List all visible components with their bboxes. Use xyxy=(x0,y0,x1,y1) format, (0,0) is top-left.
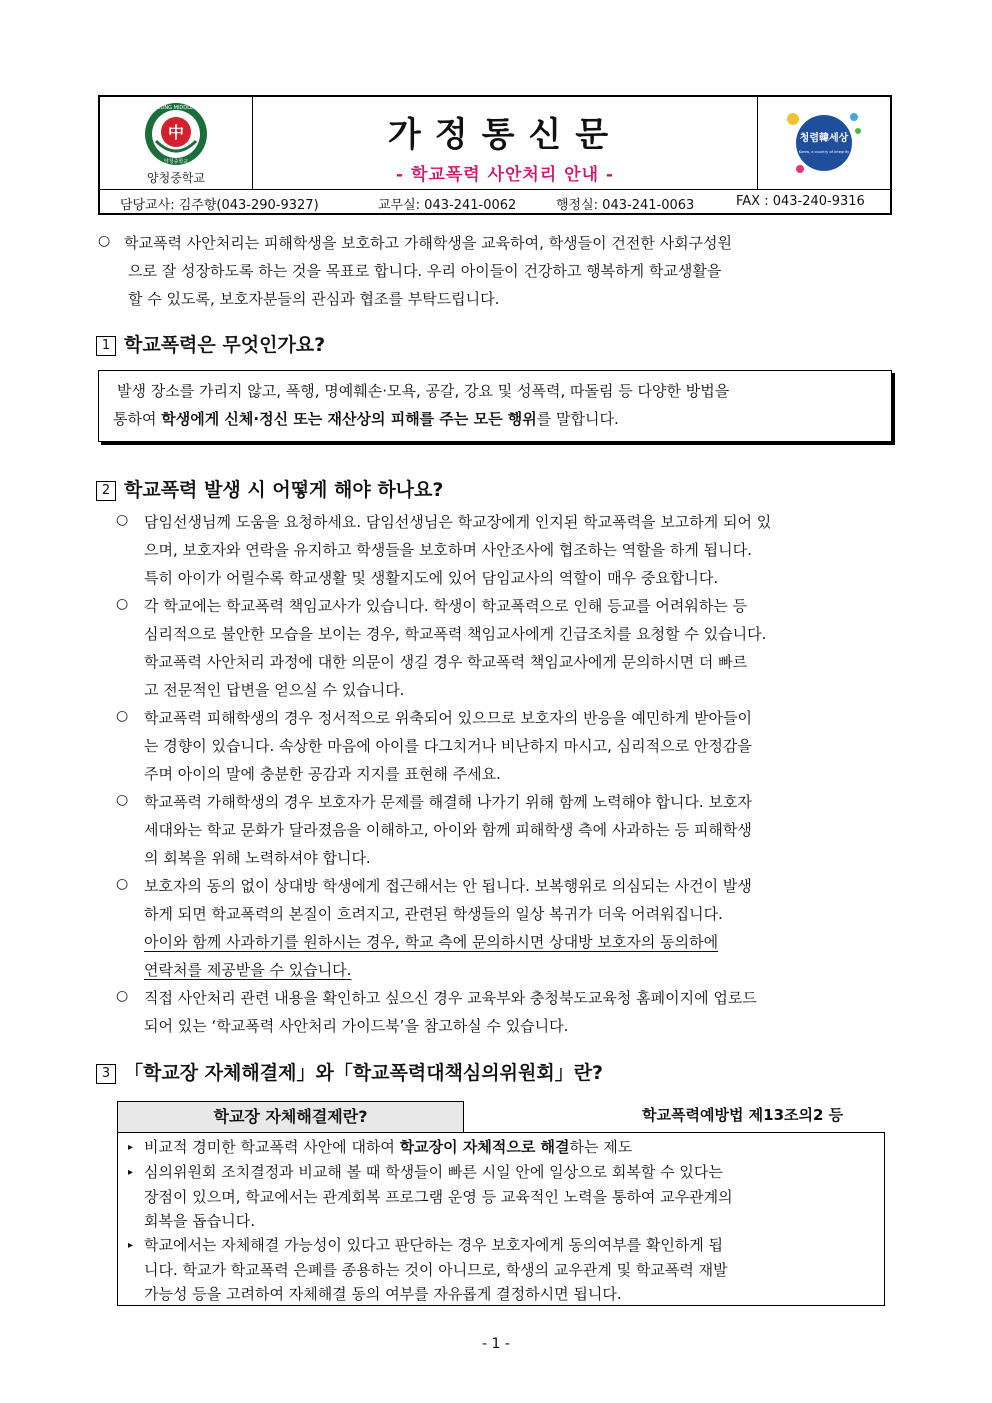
info-text: 학교에서는 자체해결 가능성이 있다고 판단하는 경우 보호자에게 동의여부를 확인하게 됩 xyxy=(144,1236,724,1254)
item-line: 각 학교에는 학교폭력 책임교사가 있습니다. 학생이 학교폭력으로 인해 등교를 어려워하는 등 xyxy=(144,597,748,615)
page-title: 가정통신문 xyxy=(387,115,623,155)
item-bullet: ○ xyxy=(116,708,129,724)
info-line xyxy=(128,1135,884,1160)
item-line: 하게 되면 학교폭력의 본질이 흐려지고, 관련된 학생들의 일상 복귀가 더욱 어려워집니다. xyxy=(144,905,723,923)
item-line: 의 회복을 위해 노력하셔야 합니다. xyxy=(144,849,371,867)
item-bullet: ○ xyxy=(116,988,129,1004)
info-line: 니다. 학교가 학교폭력 은폐를 종용하는 것이 아니므로, 학생의 교우관계 및 학교폭력 재발 xyxy=(144,1261,728,1279)
item-line: 으며, 보호자와 연락을 유지하고 학생들을 보호하며 사안조사에 협조하는 역할을 하게 됩니다. xyxy=(144,541,752,559)
section-number: 3 xyxy=(96,1064,116,1084)
item-line: 되어 있는 ‘학교폭력 사안처리 가이드북’을 참고하실 수 있습니다. xyxy=(144,1017,569,1035)
item-bullet: ○ xyxy=(116,512,129,528)
school-emblem-icon xyxy=(136,101,216,167)
integrity-logo-icon xyxy=(784,105,864,181)
section-title: 학교폭력은 무엇인가요? xyxy=(124,334,326,356)
admin-contact: 행정실: 043-241-0063 xyxy=(556,198,695,213)
info-line xyxy=(128,1160,884,1185)
section-number: 1 xyxy=(96,336,116,356)
intro-line: 할 수 있도록, 보호자분들의 관심과 협조를 부탁드립니다. xyxy=(128,290,500,308)
definition-line xyxy=(113,405,891,433)
item-line: 학교폭력 가해학생의 경우 보호자가 문제를 해결해 나가기 위해 함께 노력해야 합니다. 보호자 xyxy=(144,793,752,811)
item-line: 는 경향이 있습니다. 속상한 마음에 아이를 다그치거나 비난하지 마시고, 심리적으로 안정감을 xyxy=(144,737,752,755)
definition-emphasis: 학생에게 신체·정신 또는 재산상의 피해를 주는 모든 행위 xyxy=(161,410,537,428)
triangle-bullet-icon: ▸ xyxy=(128,1240,134,1251)
page-subtitle: - 학교폭력 사안처리 안내 - xyxy=(395,165,614,185)
section-number: 2 xyxy=(96,481,116,501)
section-title: 「학교장 자체해결제」와「학교폭력대책심의위원회」란? xyxy=(124,1062,604,1084)
item-line: 특히 아이가 어릴수록 학교생활 및 생활지도에 있어 담임교사의 역할이 매우 중요합니다. xyxy=(144,569,719,587)
item-line-underlined: 아이와 함께 사과하기를 원하시는 경우, 학교 측에 문의하시면 상대방 보호자의 동의하에 xyxy=(144,933,719,951)
info-line xyxy=(128,1233,884,1258)
item-line: 직접 사안처리 관련 내용을 확인하고 싶으신 경우 교육부와 충청북도교육청 홈페이지에 업로드 xyxy=(144,989,757,1007)
item-line: 주며 아이의 말에 충분한 공감과 지지를 표현해 주세요. xyxy=(144,765,501,783)
item-line: 고 전문적인 답변을 얻으실 수 있습니다. xyxy=(144,681,405,699)
item-line: 담임선생님께 도움을 요청하세요. 담임선생님은 학교장에게 인지된 학교폭력을 보고하게 되어 있 xyxy=(144,513,772,531)
integrity-logo-caption: Korea, a country of integrity xyxy=(798,150,850,154)
definition-line: 발생 장소를 가리지 않고, 폭행, 명예훼손·모욕, 공갈, 강요 및 성폭력, 따돌림 등 다양한 방법을 xyxy=(117,382,730,400)
emblem-center-char: 中 xyxy=(167,123,185,142)
item-line: 보호자의 동의 없이 상대방 학생에게 접근해서는 안 됩니다. 보복행위로 의심되는 사건이 발생 xyxy=(144,877,752,895)
info-line: 회복을 돕습니다. xyxy=(144,1212,255,1230)
law-reference: 학교폭력예방법 제13조의2 등 xyxy=(642,1106,844,1124)
info-text: 비교적 경미한 학교폭력 사안에 대하여 xyxy=(144,1138,400,1156)
item-bullet: ○ xyxy=(116,792,129,808)
school-name: 양청중학교 xyxy=(147,171,205,185)
info-text: 심의위원회 조치결정과 비교해 볼 때 학생들이 빠른 시일 안에 일상으로 회복할 수 있다는 xyxy=(144,1163,723,1181)
item-line: 학교폭력 사안처리 과정에 대한 의문이 생길 경우 학교폭력 책임교사에게 문의하시면 더 빠르 xyxy=(144,653,748,671)
self-resolution-box xyxy=(117,1132,885,1306)
title-cell xyxy=(252,97,758,189)
integrity-logo-cell xyxy=(757,97,890,189)
newsletter-header xyxy=(98,95,892,215)
definition-text: 통하여 xyxy=(113,410,162,428)
definition-text: 를 말합니다. xyxy=(536,410,619,428)
emblem-ring-text: YANGCHEONG MIDDLE SCHOOL xyxy=(136,105,216,111)
info-line: 가능성 등을 고려하여 자체해결 동의 여부를 자유롭게 결정하시면 됩니다. xyxy=(144,1285,622,1303)
self-resolution-label: 학교장 자체해결제란? xyxy=(117,1101,464,1133)
info-text: 하는 제도 xyxy=(569,1138,633,1156)
item-line: 세대와는 학교 문화가 달라졌음을 이해하고, 아이와 함께 피해학생 측에 사과하는 등 피해학생 xyxy=(144,821,752,839)
item-line: 심리적으로 불안한 모습을 보이는 경우, 학교폭력 책임교사에게 긴급조치를 요청할 수 있습니다. xyxy=(144,625,767,643)
item-line: 학교폭력 피해학생의 경우 정서적으로 위축되어 있으므로 보호자의 반응을 예민하게 받아들이 xyxy=(144,709,753,727)
info-emphasis: 학교장이 자체적으로 해결 xyxy=(399,1138,570,1156)
item-line-underlined: 연락처를 제공받을 수 있습니다. xyxy=(144,961,352,979)
section-title: 학교폭력 발생 시 어떻게 해야 하나요? xyxy=(124,479,444,501)
intro-line: 학교폭력 사안처리는 피해학생을 보호하고 가해학생을 교육하여, 학생들이 건전한 사회구성원 xyxy=(124,234,733,252)
intro-bullet: ○ xyxy=(98,233,111,249)
triangle-bullet-icon: ▸ xyxy=(128,1167,134,1178)
triangle-bullet-icon: ▸ xyxy=(128,1142,134,1153)
school-logo-cell xyxy=(100,97,253,189)
definition-box xyxy=(98,370,892,442)
info-line: 장점이 있으며, 학교에서는 관계회복 프로그램 운영 등 교육적인 노력을 통하여 교우관계의 xyxy=(144,1188,733,1206)
emblem-bottom-text: 양청중학교 xyxy=(163,159,189,165)
office-contact: 교무실: 043-241-0062 xyxy=(378,198,517,213)
item-bullet: ○ xyxy=(116,876,129,892)
teacher-contact: 담당교사: 김주향(043-290-9327) xyxy=(120,198,319,213)
section-1-heading xyxy=(96,330,325,357)
page-number: - 1 - xyxy=(482,1336,510,1352)
integrity-logo-text: 청렴韓세상 xyxy=(799,133,849,144)
section-2-heading xyxy=(96,475,443,502)
contact-row xyxy=(100,189,890,214)
intro-line: 으로 잘 성장하도록 하는 것을 목표로 합니다. 우리 아이들이 건강하고 행복하게 학교생활을 xyxy=(128,262,722,280)
item-bullet: ○ xyxy=(116,596,129,612)
section-3-heading xyxy=(96,1058,603,1085)
fax-contact: FAX : 043-240-9316 xyxy=(736,194,865,209)
